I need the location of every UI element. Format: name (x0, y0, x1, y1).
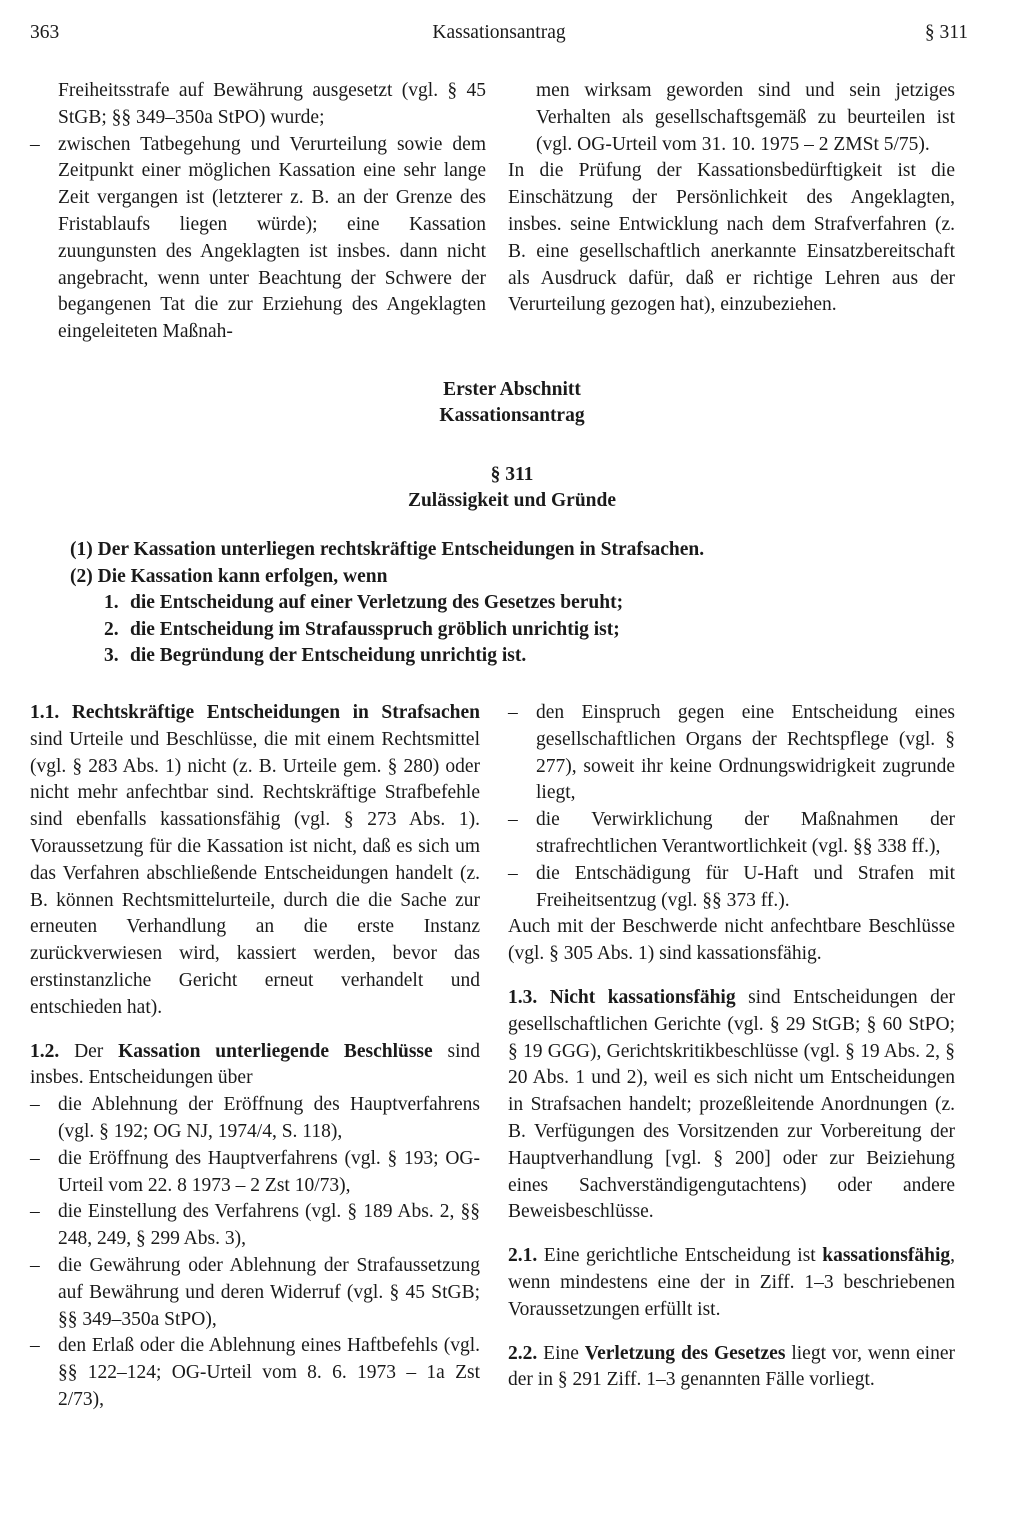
law-text (70, 537, 770, 670)
law-item-list (70, 590, 770, 670)
list-item: – die Verwirklichung der Maßnahmen der strafrechtlichen Verantwortlichkeit (vgl. §§ 338 ff.), (508, 807, 955, 861)
list-item: – zwischen Tatbegehung und Verurteilung sowie dem Zeitpunkt einer möglichen Kassation eine sehr lange Zeit vergangen ist (letzterer z. B. an der Grenze des Fristablaufs liegen würde); eine Kassation zuungunsten des Angeklagten ist insbes. dann nicht angebracht, wenn unter Beachtung der Schwere der begangenen Tat die zur Erziehung des Angeklagten eingeleiteten Maßnah- (30, 132, 486, 346)
comment-2-1: 2.1. Eine gerichtliche Entscheidung ist kassationsfähig, wenn mindestens eine der in Ziff. 1–3 beschriebenen Voraussetzungen erfüllt ist. (508, 1245, 955, 1320)
list-item: – den Erlaß oder die Ablehnung eines Haftbefehls (vgl. §§ 122–124; OG-Urteil vom 8. 6. 1973 – 1a Zst 2/73), (30, 1333, 480, 1413)
dash-list (30, 1092, 480, 1414)
paragraph-heading (0, 462, 1024, 514)
paragraph: Auch mit der Beschwerde nicht anfechtbare Beschlüsse (vgl. § 305 Abs. 1) sind kassationsfähig. (508, 916, 955, 965)
paragraph-title: Zulässigkeit und Gründe (407, 490, 617, 511)
page-number: 363 (30, 22, 60, 43)
chapter-title: Kassationsantrag (439, 405, 585, 426)
section-marker: § 311 (924, 22, 968, 43)
law-subsection-1: (1) Der Kassation unterliegen rechtskräftige Entscheidungen in Strafsachen. (70, 539, 705, 560)
comment-left-column (30, 700, 480, 1414)
list-item: – die Einstellung des Verfahrens (vgl. § 189 Abs. 2, §§ 248, 249, § 299 Abs. 3), (30, 1199, 480, 1253)
law-item: 3. die Begründung der Entscheidung unrichtig ist. (104, 645, 527, 666)
list-item: – die Ablehnung der Eröffnung des Hauptverfahrens (vgl. § 192; OG NJ, 1974/4, S. 118), (30, 1092, 480, 1146)
comment-1-2: 1.2. Der Kassation unterliegende Beschlüsse sind insbes. Entscheidungen über (30, 1040, 480, 1089)
paragraph-number: § 311 (490, 464, 534, 485)
list-item: – den Einspruch gegen eine Entscheidung eines gesellschaftlichen Organs der Rechtspflege (vgl. § 277), soweit ihr keine Ordnungswidrigkeit zugrunde liegt, (508, 700, 955, 807)
list-item: – die Eröffnung des Hauptverfahrens (vgl. § 193; OG-Urteil vom 22. 8 1973 – 2 Zst 10/73), (30, 1146, 480, 1200)
paragraph: In die Prüfung der Kassationsbedürftigkeit ist die Einschätzung der Persönlichkeit des Angeklagten, insbes. seine Entwicklung nach dem Strafverfahren (z. B. eine gesellschaftlich anerkannte Einsatzbereitschaft als Ausdruck dafür, daß er richtige Lehren aus der Verurteilung gezogen hat), einzubeziehen. (508, 160, 955, 316)
running-header (30, 22, 968, 52)
top-left-column (30, 78, 486, 346)
chapter-heading (0, 377, 1024, 429)
running-title: Kassationsantrag (432, 22, 566, 43)
continuation-text: Freiheitsstrafe auf Bewährung ausgesetzt (vgl. § 45 StGB; §§ 349–350a StPO) wurde; (58, 80, 486, 128)
dash-list (508, 700, 955, 914)
law-subsection-2: (2) Die Kassation kann erfolgen, wenn (70, 565, 388, 587)
comment-1-1: 1.1. Rechtskräftige Entscheidungen in Strafsachen sind Urteile und Beschlüsse, die mit einem Rechtsmittel (vgl. § 283 Abs. 1) nicht (z. B. Urteile gem. § 280) oder nicht mehr anfechtbar sind. Rechtskräftige Strafbefehle sind ebenfalls kassationsfähig (vgl. § 273 Abs. 1). Voraussetzung für die Kassation ist nicht, daß es sich um das Verfahren abschließende Entscheidungen handelt (z. B. können Rechtsmittelurteile, durch die die Sache zur erneuten Verhandlung an die erste Instanz zurückverwiesen wird, kassiert werden, bevor das erstinstanzliche Gericht erneut verhandelt und entschieden hat). (30, 702, 480, 1018)
law-item: 1. die Entscheidung auf einer Verletzung des Gesetzes beruht; (104, 592, 624, 613)
dash-list (30, 132, 486, 346)
list-item: – die Entschädigung für U-Haft und Strafen mit Freiheitsentzug (vgl. §§ 373 ff.). (508, 861, 955, 915)
chapter-number: Erster Abschnitt (443, 379, 581, 400)
comment-1-3: 1.3. Nicht kassationsfähig sind Entscheidungen der gesellschaftlichen Gerichte (vgl. § 29 StGB; § 60 StPO; § 19 GGG), Gerichtskritikbeschlüsse (vgl. § 19 Abs. 2, § 20 Abs. 1 und 2), weil es sich nicht um Entscheidungen in Strafsachen handelt; prozeßleitende Anordnungen (z. B. Verfügungen des Vorsitzenden zur Vorbereitung der Hauptverhandlung [vgl. § 200] oder zur Beiziehung eines Sachverständigengutachtens) oder andere Beweisbeschlüsse. (508, 986, 955, 1223)
law-item: 2. die Entscheidung im Strafausspruch gröblich unrichtig ist; (104, 618, 620, 640)
comment-2-2: 2.2. Eine Verletzung des Gesetzes liegt vor, wenn einer der in § 291 Ziff. 1–3 genannten Fälle vorliegt. (508, 1342, 955, 1391)
continuation-text: men wirksam geworden sind und sein jetziges Verhalten als gesellschaftsgemäß zu beurteilen ist (vgl. OG-Urteil vom 31. 10. 1975 – 2 ZMSt 5/75). (536, 80, 955, 155)
list-item: – die Gewährung oder Ablehnung der Strafaussetzung auf Bewährung und deren Widerruf (vgl. § 45 StGB; §§ 349–350a StPO), (30, 1253, 480, 1333)
top-right-column (508, 78, 955, 319)
comment-right-column (508, 700, 955, 1394)
